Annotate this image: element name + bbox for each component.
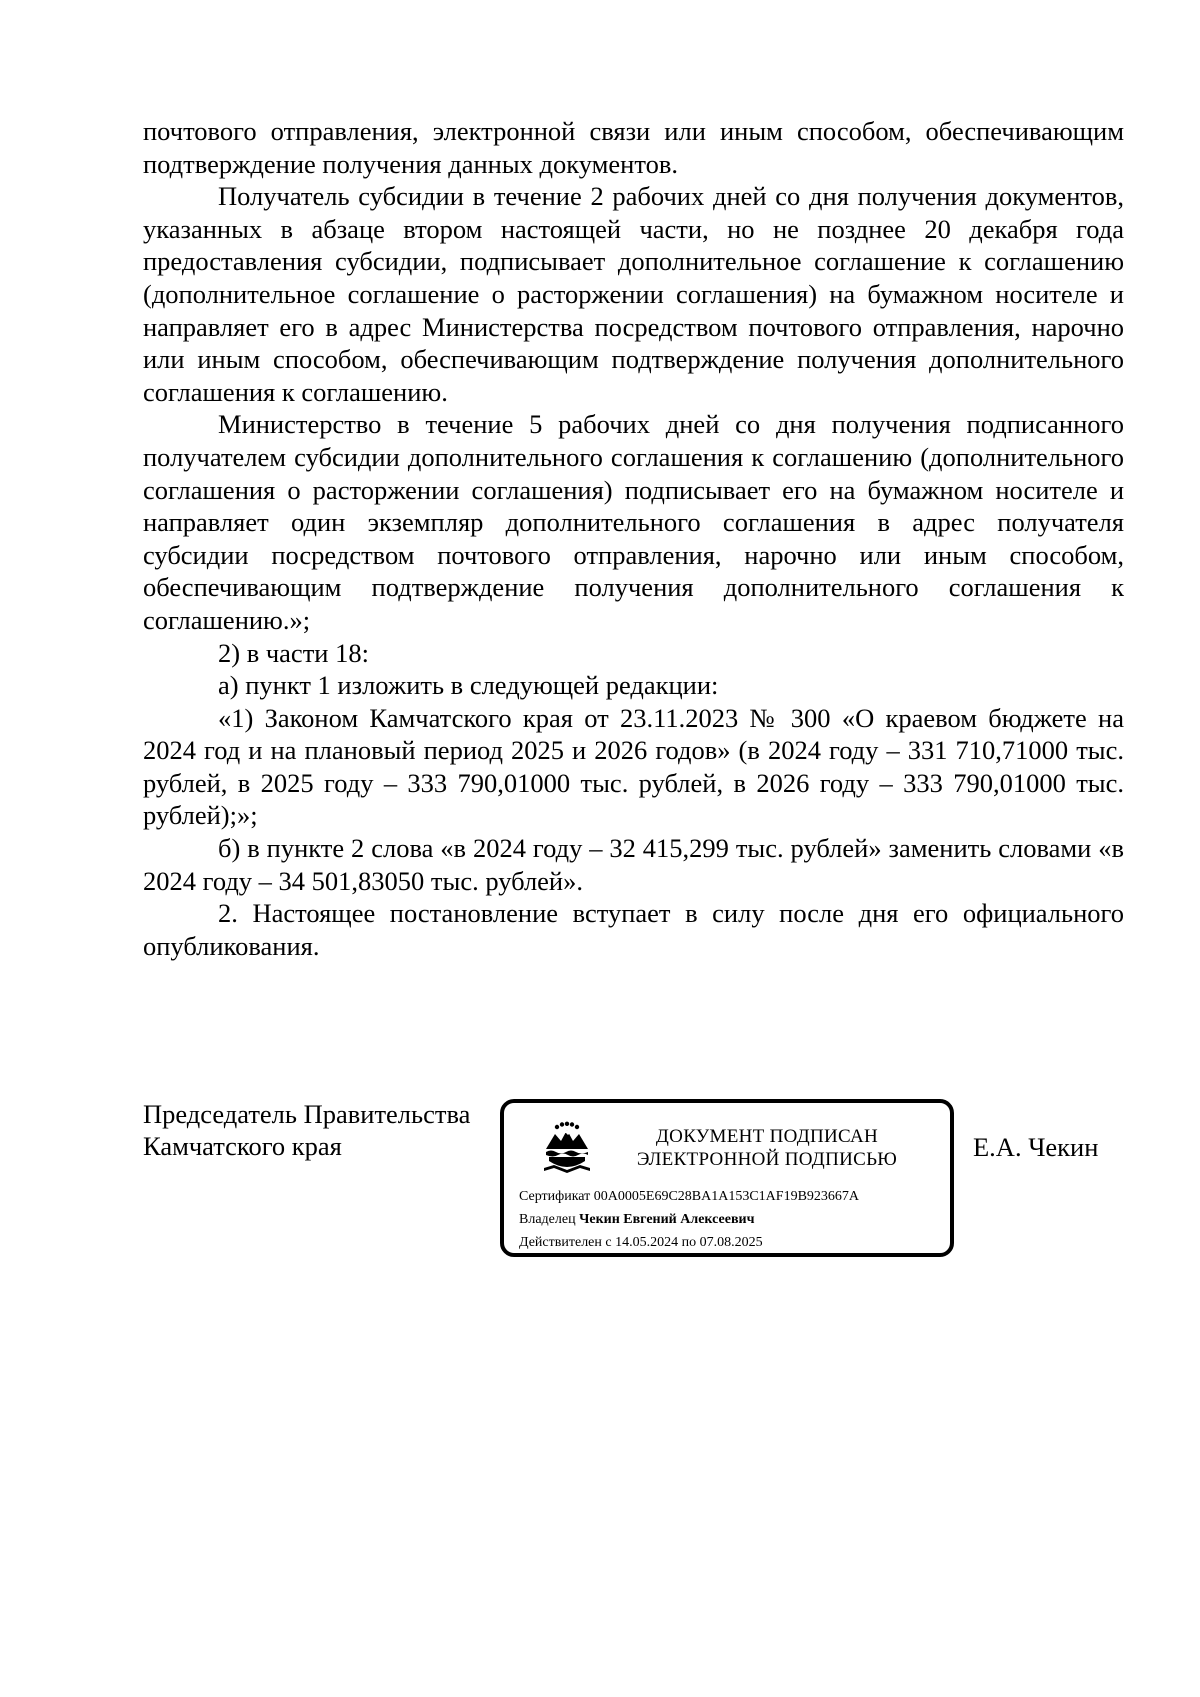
validity-from: 14.05.2024	[615, 1235, 679, 1250]
signatory-name: Е.А. Чекин	[973, 1132, 1099, 1162]
paragraph: 2. Настоящее постановление вступает в силу после дня его официального опубликования.	[143, 898, 1124, 961]
stamp-validity	[519, 1234, 763, 1252]
paragraph: а) пункт 1 изложить в следующей редакции:	[218, 670, 719, 701]
certificate-value: 00A0005E69C28BA1A153C1AF19B923667A	[593, 1189, 860, 1204]
signatory-title	[143, 1098, 470, 1162]
owner-label: Владелец	[519, 1212, 576, 1227]
stamp-header-line: ЭЛЕКТРОННОЙ ПОДПИСЬЮ	[636, 1149, 898, 1170]
paragraph: б) в пункте 2 слова «в 2024 году – 32 415,299 тыс. рублей» заменить словами «в 2024 году – 34 501,83050 тыс. рублей».	[143, 833, 1124, 896]
stamp-header-line: ДОКУМЕНТ ПОДПИСАН	[655, 1126, 879, 1147]
validity-label: Действителен	[519, 1235, 602, 1250]
paragraph: «1) Законом Камчатского края от 23.11.2023 № 300 «О краевом бюджете на 2024 год и на плановый период 2025 и 2026 годов» (в 2024 году – 331 710,71000 тыс. рублей, в 2025 году – 333 790,01000 тыс. рублей, в 2026 году – 333 790,01000 тыс. рублей);»;	[143, 702, 1124, 831]
validity-from-label: с	[605, 1235, 612, 1250]
owner-value: Чекин Евгений Алексеевич	[579, 1212, 755, 1227]
signatory-title-line: Камчатского края	[143, 1131, 342, 1161]
paragraph: 2) в части 18:	[218, 637, 369, 668]
stamp-owner	[519, 1211, 754, 1229]
electronic-signature-stamp	[500, 1099, 954, 1257]
signatory-title-line: Председатель Правительства	[143, 1099, 471, 1129]
validity-to-label: по	[681, 1235, 697, 1250]
stamp-header	[622, 1125, 912, 1171]
stamp-certificate	[519, 1188, 859, 1206]
validity-to: 07.08.2025	[699, 1235, 763, 1250]
paragraph: Получатель субсидии в течение 2 рабочих дней со дня получения документов, указанных в абзаце втором настоящей части, но не позднее 20 декабря года предоставления субсидии, подписывает дополнительное соглашение к соглашению (дополнительное соглашение о расторжении соглашения) на бумажном носителе и направляет его в адрес Министерства посредством почтового отправления, нарочно или иным способом, обеспечивающим подтверждение получения дополнительного соглашения к соглашению.	[143, 181, 1124, 407]
document-body	[143, 115, 1124, 962]
paragraph: Министерство в течение 5 рабочих дней со дня получения подписанного получателем субсидии дополнительного соглашения к соглашению (дополнительного соглашения о расторжении соглашения) подписывает его на бумажном носителе и направляет один экземпляр дополнительного соглашения в адрес получателя субсидии посредством почтового отправления, нарочно или иным способом, обеспечивающим подтверждение получения дополнительного соглашения к соглашению.»;	[143, 409, 1124, 635]
certificate-label: Сертификат	[519, 1189, 591, 1204]
coat-of-arms-icon	[540, 1121, 592, 1173]
paragraph: почтового отправления, электронной связи или иным способом, обеспечивающим подтверждение получения данных документов.	[143, 116, 1124, 179]
